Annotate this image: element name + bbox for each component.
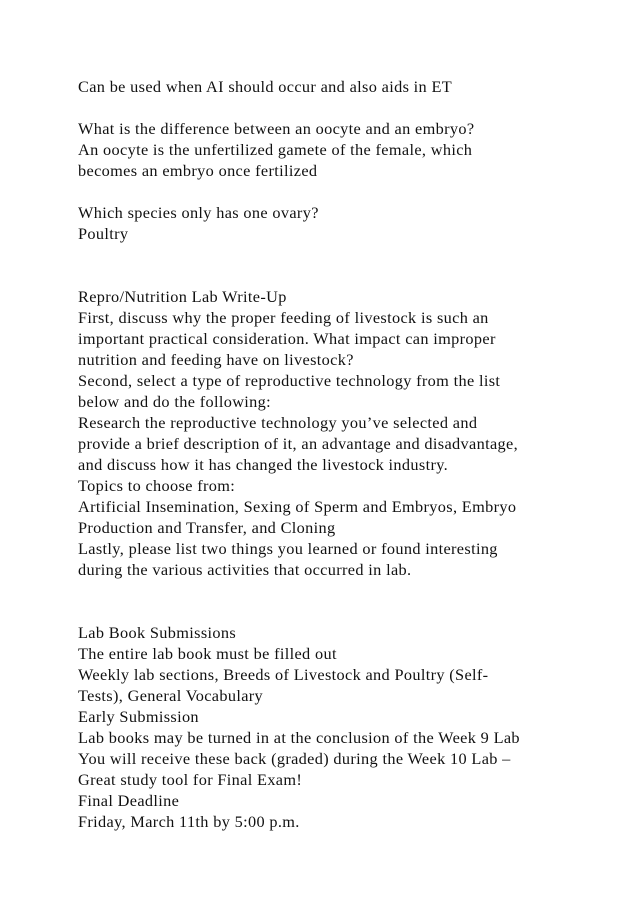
text-line: Which species only has one ovary?	[78, 203, 319, 222]
text-line: Research the reproductive technology you’ve selected and	[78, 413, 478, 432]
text-line: below and do the following:	[78, 392, 272, 411]
text-line: and discuss how it has changed the livestock industry.	[78, 455, 449, 474]
text-line: Friday, March 11th by 5:00 p.m.	[78, 812, 300, 831]
text-line: Production and Transfer, and Cloning	[78, 518, 336, 537]
text-line: Final Deadline	[78, 791, 180, 810]
text-line: Poultry	[78, 224, 129, 243]
text-line: Early Submission	[78, 707, 199, 726]
text-line: Lab Book Submissions	[78, 623, 237, 642]
text-line: Lab books may be turned in at the conclusion of the Week 9 Lab	[78, 728, 520, 747]
text-line: Lastly, please list two things you learned or found interesting	[78, 539, 498, 558]
text-line: Repro/Nutrition Lab Write-Up	[78, 287, 287, 306]
text-line: provide a brief description of it, an advantage and disadvantage,	[78, 434, 519, 453]
text-line: becomes an embryo once fertilized	[78, 161, 318, 180]
blank-line	[78, 265, 618, 286]
text-line: Second, select a type of reproductive technology from the list	[78, 371, 501, 390]
text-line: Tests), General Vocabulary	[78, 686, 264, 705]
text-line: Artificial Insemination, Sexing of Sperm and Embryos, Embryo	[78, 497, 517, 516]
text-line: An oocyte is the unfertilized gamete of the female, which	[78, 140, 473, 159]
text-line: Weekly lab sections, Breeds of Livestock and Poultry (Self-	[78, 665, 489, 684]
text-line: You will receive these back (graded) during the Week 10 Lab –	[78, 749, 511, 768]
blank-line	[78, 601, 618, 622]
blank-line	[78, 580, 618, 601]
text-line: The entire lab book must be filled out	[78, 644, 337, 663]
blank-line	[78, 244, 618, 265]
text-line: Great study tool for Final Exam!	[78, 770, 303, 789]
document-text	[78, 76, 618, 832]
text-line: important practical consideration. What impact can improper	[78, 329, 496, 348]
text-line: Topics to choose from:	[78, 476, 236, 495]
text-line: nutrition and feeding have on livestock?	[78, 350, 354, 369]
text-line: First, discuss why the proper feeding of livestock is such an	[78, 308, 489, 327]
text-line: What is the difference between an oocyte and an embryo?	[78, 119, 475, 138]
text-line: Can be used when AI should occur and also aids in ET	[78, 77, 453, 96]
blank-line	[78, 97, 618, 118]
blank-line	[78, 181, 618, 202]
text-line: during the various activities that occurred in lab.	[78, 560, 412, 579]
